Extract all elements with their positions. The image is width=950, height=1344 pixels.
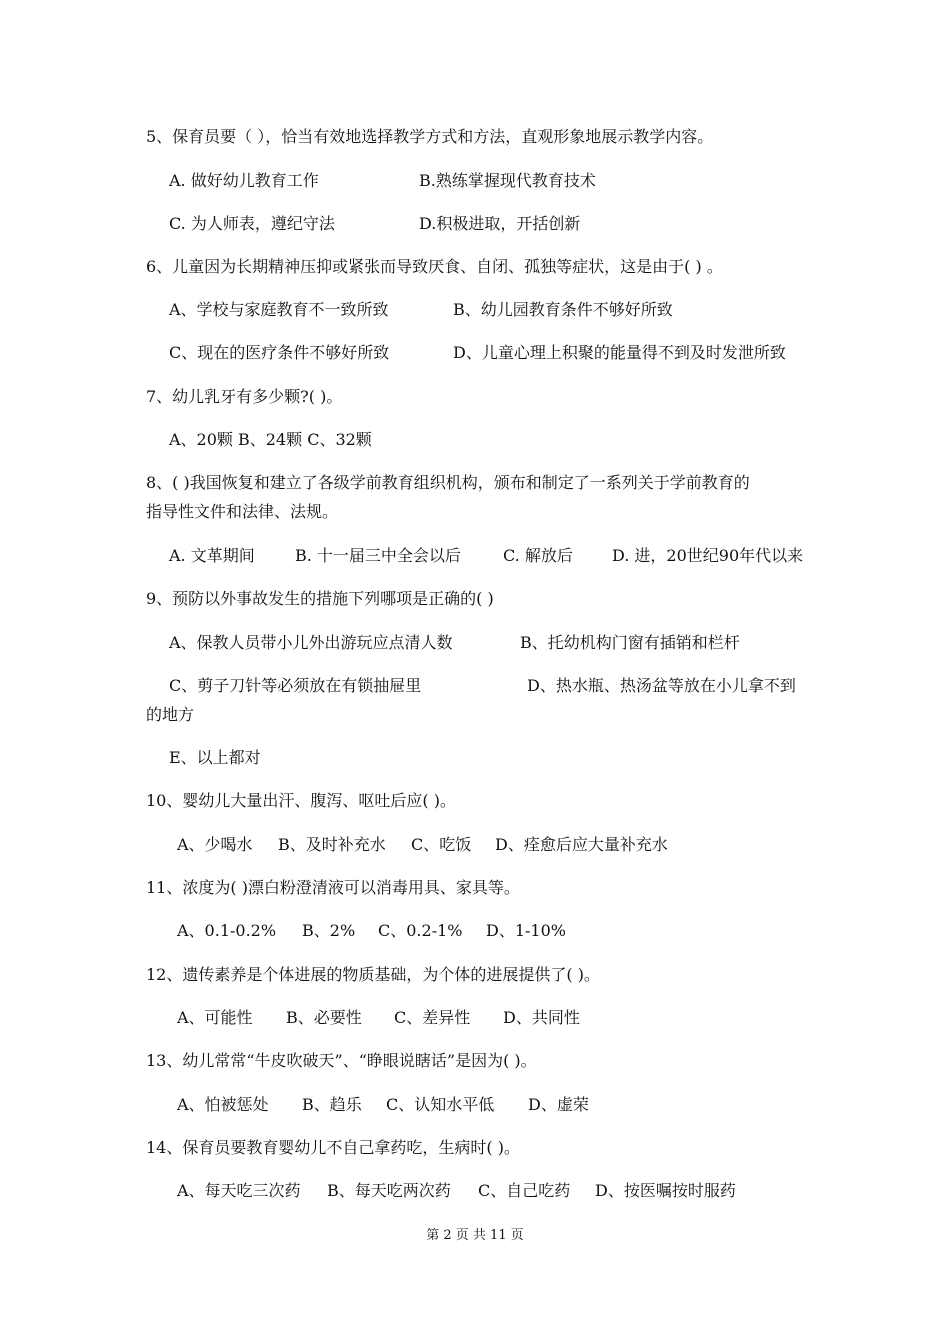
- question-12-stem: 12、遗传素养是个体进展的物质基础，为个体的进展提供了( )。: [146, 965, 600, 984]
- question-13-option-d: D、虚荣: [528, 1095, 589, 1114]
- question-8-option-d: D. 进，20世纪90年代以来: [612, 546, 804, 565]
- question-8-option-c: C. 解放后: [503, 546, 573, 565]
- question-10-stem: 10、婴幼儿大量出汗、腹泻、呕吐后应( )。: [146, 791, 456, 810]
- question-8-option-a: A. 文革期间: [169, 546, 255, 565]
- question-12-option-b: B、必要性: [286, 1008, 362, 1027]
- question-10-option-a: A、少喝水: [177, 835, 253, 854]
- question-8-option-b: B. 十一届三中全会以后: [295, 546, 461, 565]
- question-13-option-a: A、怕被惩处: [177, 1095, 269, 1114]
- question-10-option-d: D、痊愈后应大量补充水: [495, 835, 668, 854]
- question-5-option-c: C. 为人师表，遵纪守法: [169, 214, 335, 233]
- question-14-option-d: D、按医嘱按时服药: [595, 1181, 736, 1200]
- page-number-footer: 第 2 页 共 11 页: [426, 1228, 524, 1243]
- question-11-option-c: C、0.2-1%: [378, 921, 463, 940]
- question-13-stem: 13、幼儿常常“牛皮吹破天”、“睁眼说瞎话”是因为( )。: [146, 1051, 537, 1070]
- question-6-option-c: C、现在的医疗条件不够好所致: [169, 343, 390, 362]
- question-5-option-d: D.积极进取，开括创新: [419, 214, 581, 233]
- question-9-option-c: C、剪子刀针等必须放在有锁抽屉里: [169, 676, 422, 695]
- question-14-option-c: C、自己吃药: [478, 1181, 571, 1200]
- question-5-option-b: B.熟练掌握现代教育技术: [419, 171, 596, 190]
- question-9-option-b: B、托幼机构门窗有插销和栏杆: [520, 633, 740, 652]
- question-9-option-e: E、以上都对: [169, 748, 261, 767]
- question-6-option-d: D、儿童心理上积聚的能量得不到及时发泄所致: [453, 343, 786, 362]
- question-6-stem: 6、儿童因为长期精神压抑或紧张而导致厌食、自闭、孤独等症状，这是由于( ) 。: [146, 257, 723, 276]
- question-12-option-a: A、可能性: [177, 1008, 253, 1027]
- question-11-stem: 11、浓度为( )漂白粉澄清液可以消毒用具、家具等。: [146, 878, 520, 897]
- question-13-option-b: B、趋乐: [302, 1095, 362, 1114]
- question-14-stem: 14、保育员要教育婴幼儿不自己拿药吃，生病时( )。: [146, 1138, 520, 1157]
- question-6-option-b: B、幼儿园教育条件不够好所致: [453, 300, 673, 319]
- question-10-option-c: C、吃饭: [411, 835, 472, 854]
- question-14-option-b: B、每天吃两次药: [327, 1181, 451, 1200]
- question-11-option-d: D、1-10%: [486, 921, 566, 940]
- question-7-stem: 7、幼儿乳牙有多少颗?( )。: [146, 387, 343, 406]
- question-13-option-c: C、认知水平低: [386, 1095, 495, 1114]
- question-5-option-a: A. 做好幼儿教育工作: [169, 171, 319, 190]
- question-8-stem-line-1: 8、( )我国恢复和建立了各级学前教育组织机构，颁布和制定了一系列关于学前教育的: [146, 473, 750, 492]
- question-12-option-d: D、共同性: [503, 1008, 580, 1027]
- question-6-option-a: A、学校与家庭教育不一致所致: [169, 300, 389, 319]
- question-11-option-a: A、0.1-0.2%: [177, 921, 277, 940]
- question-8-stem-line-2: 指导性文件和法律、法规。: [146, 502, 339, 521]
- question-5-stem: 5、保育员要（ ），恰当有效地选择教学方式和方法，直观形象地展示教学内容。: [146, 127, 714, 146]
- question-9-option-a: A、保教人员带小儿外出游玩应点清人数: [169, 633, 453, 652]
- question-7-options: A、20颗 B、24颗 C、32颗: [169, 430, 372, 449]
- question-9-option-d-line-1: D、热水瓶、热汤盆等放在小儿拿不到: [527, 676, 796, 695]
- question-10-option-b: B、及时补充水: [278, 835, 386, 854]
- question-11-option-b: B、2%: [302, 921, 356, 940]
- question-9-option-d-line-2: 的地方: [146, 705, 195, 724]
- question-14-option-a: A、每天吃三次药: [177, 1181, 301, 1200]
- question-12-option-c: C、差异性: [394, 1008, 471, 1027]
- question-9-stem: 9、预防以外事故发生的措施下列哪项是正确的( ): [146, 589, 494, 608]
